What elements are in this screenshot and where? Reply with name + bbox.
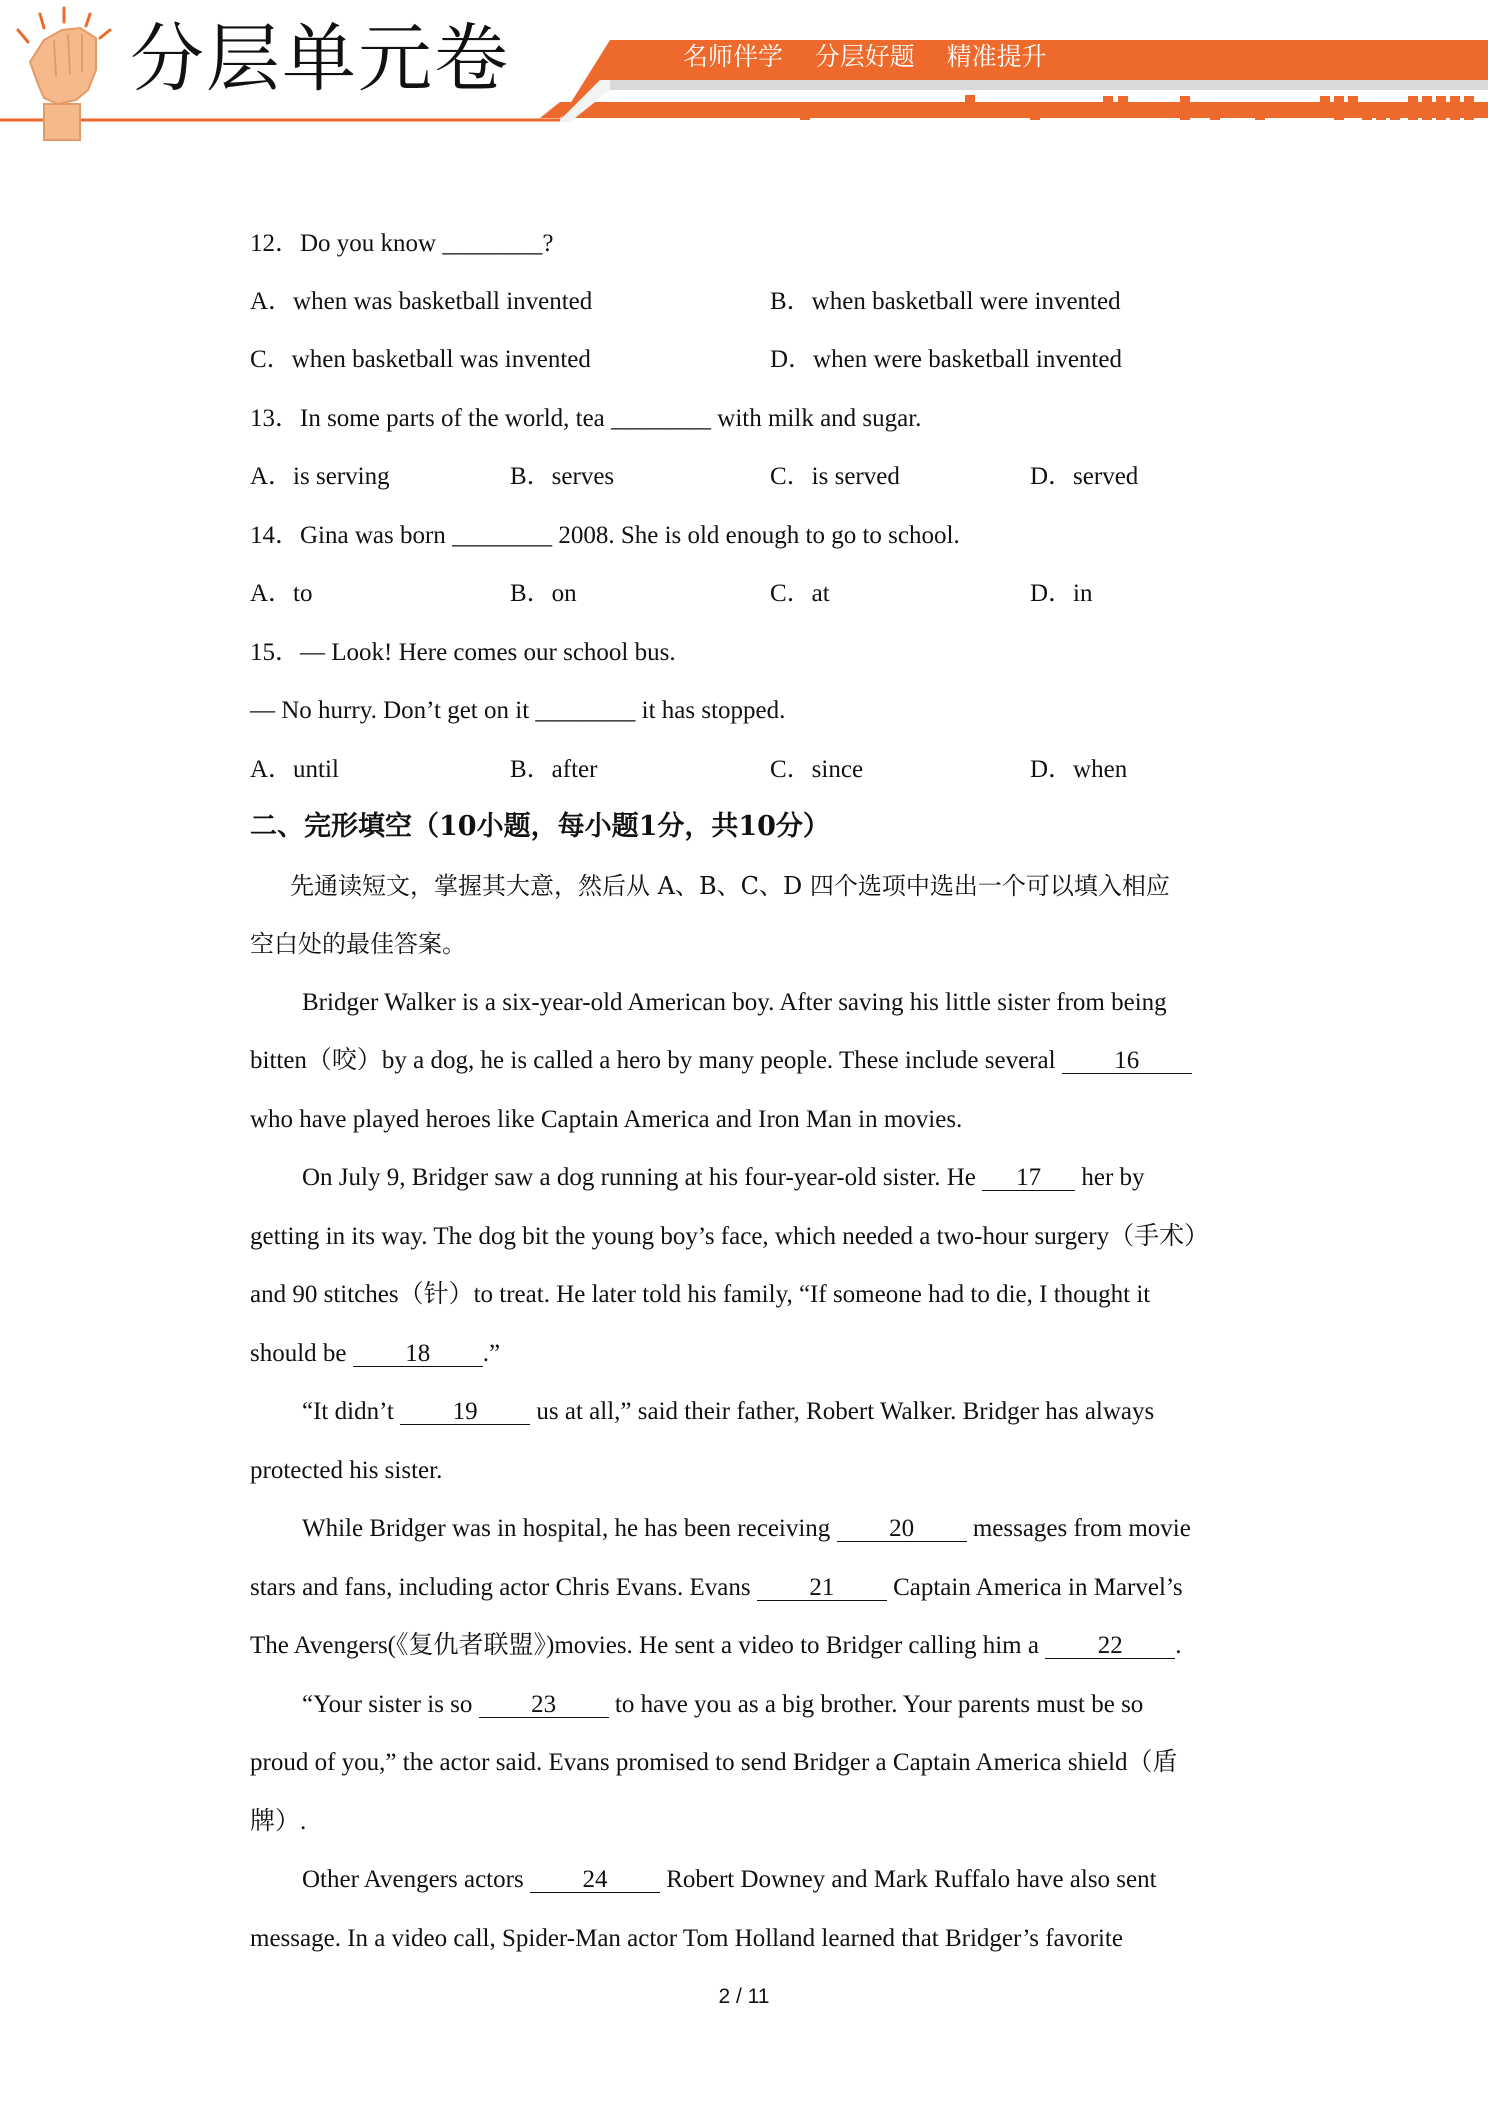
question-15-option-a: A．until xyxy=(250,756,339,783)
question-15-stem-reply: — No hurry. Don’t get on it ________ it has stopped. xyxy=(250,697,786,724)
question-12-option-b: B．when basketball were invented xyxy=(770,288,1121,315)
section-instruction-2: 空白处的最佳答案。 xyxy=(250,930,466,958)
question-12-option-c: C．when basketball was invented xyxy=(250,346,591,373)
question-13-stem: 13．In some parts of the world, tea ________ with milk and sugar. xyxy=(250,405,922,432)
question-15-option-d: D．when xyxy=(1030,756,1128,783)
question-15-option-b: B．after xyxy=(510,756,598,783)
question-12-option-a: A．when was basketball invented xyxy=(250,288,593,315)
passage-line: 牌）. xyxy=(250,1808,307,1835)
question-13-option-a: A．is serving xyxy=(250,463,390,490)
question-14-option-d: D．in xyxy=(1030,580,1093,607)
question-13-option-c: C．is served xyxy=(770,463,900,490)
passage-line: stars and fans, including actor Chris Evans. Evans 21 Captain America in Marvel’s xyxy=(250,1574,1183,1601)
section-heading: 二、完形填空（10小题，每小题1分，共10分） xyxy=(250,811,830,842)
question-13-option-b: B．serves xyxy=(510,463,615,490)
question-14-option-b: B．on xyxy=(510,580,577,607)
passage-line: should be 18 .” xyxy=(250,1340,501,1367)
passage-line: On July 9, Bridger saw a dog running at his four-year-old sister. He 17 her by xyxy=(302,1164,1145,1191)
passage-line: message. In a video call, Spider-Man actor Tom Holland learned that Bridger’s favorite xyxy=(250,1925,1123,1952)
passage-line: and 90 stitches（针）to treat. He later told his family, “If someone had to die, I thought it xyxy=(250,1281,1151,1308)
blank-17: 17 xyxy=(982,1166,1075,1191)
header-slogan: 名师伴学 分层好题 精准提升 xyxy=(683,42,1047,71)
question-14-option-a: A．to xyxy=(250,580,313,607)
blank-20: 20 xyxy=(837,1517,967,1542)
passage-line: “It didn’t 19 us at all,” said their father, Robert Walker. Bridger has always xyxy=(302,1398,1155,1425)
question-12-stem: 12．Do you know ________? xyxy=(250,230,554,257)
question-13-option-d: D．served xyxy=(1030,463,1139,490)
header-title: 分层单元卷 xyxy=(130,16,510,102)
blank-18: 18 xyxy=(353,1342,483,1367)
passage-line: “Your sister is so 23 to have you as a big brother. Your parents must be so xyxy=(302,1691,1144,1718)
passage-line: getting in its way. The dog bit the young boy’s face, which needed a two-hour surgery（手术） xyxy=(250,1223,1210,1250)
passage-line: Bridger Walker is a six-year-old American boy. After saving his little sister from being xyxy=(302,989,1167,1016)
passage-line: While Bridger was in hospital, he has been receiving 20 messages from movie xyxy=(302,1515,1191,1542)
blank-21: 21 xyxy=(757,1576,887,1601)
passage-line: The Avengers(《复仇者联盟》)movies. He sent a video to Bridger calling him a 22 . xyxy=(250,1632,1182,1659)
question-12-option-d: D．when were basketball invented xyxy=(770,346,1122,373)
passage-line: proud of you,” the actor said. Evans promised to send Bridger a Captain America shield（盾 xyxy=(250,1749,1178,1776)
passage-line: who have played heroes like Captain America and Iron Man in movies. xyxy=(250,1106,963,1133)
blank-19: 19 xyxy=(400,1400,530,1425)
section-instruction-1: 先通读短文，掌握其大意，然后从 A、B、C、D 四个选项中选出一个可以填入相应 xyxy=(290,872,1170,900)
blank-23: 23 xyxy=(479,1693,609,1718)
question-15-stem: 15．— Look! Here comes our school bus. xyxy=(250,639,676,666)
page-header xyxy=(0,0,1488,150)
question-15-option-c: C．since xyxy=(770,756,864,783)
blank-22: 22 xyxy=(1045,1634,1175,1659)
blank-24: 24 xyxy=(530,1868,660,1893)
passage-line: bitten（咬）by a dog, he is called a hero by many people. These include several 16 xyxy=(250,1046,1192,1076)
question-14-stem: 14．Gina was born ________ 2008. She is old enough to go to school. xyxy=(250,522,960,549)
passage-line: Other Avengers actors 24 Robert Downey and Mark Ruffalo have also sent xyxy=(302,1866,1157,1893)
blank-16: 16 xyxy=(1062,1049,1192,1074)
passage-line: protected his sister. xyxy=(250,1457,443,1484)
page-indicator: 2 / 11 xyxy=(718,1985,770,2008)
question-14-option-c: C．at xyxy=(770,580,830,607)
